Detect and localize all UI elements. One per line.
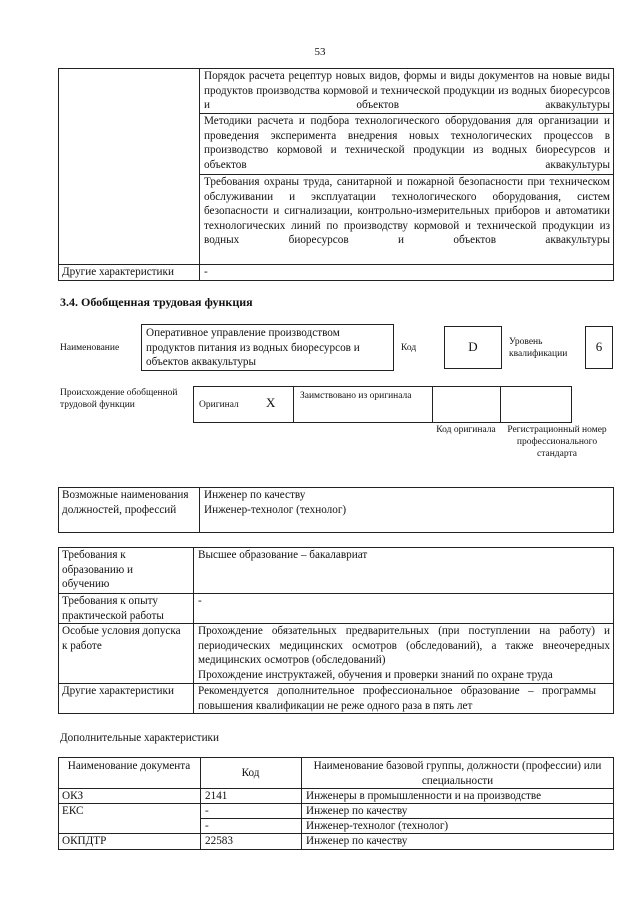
knowledge-row: Порядок расчета рецептур новых видов, формы и виды документов на новые виды продуктов производства кормовой и технической продукции из водных биоресурсов и объектов аквакультуры <box>204 70 610 112</box>
table-cell: ЕКС <box>62 805 84 817</box>
position-item: Инженер по качеству <box>204 489 306 501</box>
table-cell: Инженер по качеству <box>306 805 408 817</box>
header-document: Наименование документа <box>67 760 191 772</box>
level-value: 6 <box>595 339 603 354</box>
requirement-value: Высшее образование – бакалавриат <box>198 549 368 561</box>
reg-caption: Регистрационный номер профессионального стандарта <box>507 425 607 459</box>
borrowed-label: Заимствовано из оригинала <box>300 391 412 401</box>
requirement-value: - <box>198 595 202 607</box>
page-number: 53 <box>314 46 326 58</box>
table-cell: - <box>205 805 209 817</box>
requirement-label: Другие характеристики <box>62 685 174 697</box>
other-characteristics-label: Другие характеристики <box>62 266 174 278</box>
name-box <box>141 324 394 371</box>
other-characteristics-value: - <box>204 266 208 278</box>
original-mark: X <box>266 395 276 410</box>
code-value: D <box>468 339 478 354</box>
table-cell: Инженер-технолог (технолог) <box>306 820 449 832</box>
table-cell: 22583 <box>205 835 233 847</box>
requirement-label: Требования к образованию и обучению <box>62 549 134 591</box>
positions-label: Возможные наименования должностей, профессий <box>62 489 189 516</box>
table-cell: ОКПДТР <box>62 835 107 847</box>
level-label: Уровень квалификации <box>509 337 568 359</box>
name-label: Наименование <box>60 343 120 353</box>
table-cell: Инженер по качеству <box>306 835 408 847</box>
header-code: Код <box>241 767 260 779</box>
table-cell: ОКЗ <box>62 790 84 802</box>
origin-label: Происхождение обобщенной трудовой функции <box>60 388 178 410</box>
section-title: 3.4. Обобщенная трудовая функция <box>60 295 253 309</box>
requirement-value: Прохождение инструктажей, обучения и проверки знаний по охране труда <box>198 669 553 681</box>
table-cell: Инженеры в промышленности и на производстве <box>306 790 542 802</box>
function-name: Оперативное управление производством продуктов питания из водных биоресурсов и объектов аквакультуры <box>146 327 360 369</box>
requirement-label: Особые условия допуска к работе <box>62 625 181 652</box>
requirement-value: Прохождение обязательных предварительных (при поступлении на работу) и периодических медицинских осмотров (обследований), а также внеочередных медицинских осмотров (обследований) <box>198 625 610 667</box>
table-cell: 2141 <box>205 790 228 802</box>
knowledge-row: Требования охраны труда, санитарной и пожарной безопасности при техническом обслуживании и эксплуатации технологического оборудования, систем безопасности и сигнализации, контрольно-измерительных приборов и автоматики технологических линий по производству кормовой и технической продукции из водных биоресурсов и объектов аквакультуры <box>204 176 610 247</box>
code-box <box>444 326 502 369</box>
table-cell: - <box>205 820 209 832</box>
original-label: Оригинал <box>199 400 239 410</box>
code-caption: Код оригинала <box>436 425 496 435</box>
position-item: Инженер-технолог (технолог) <box>204 504 347 516</box>
requirement-value: Рекомендуется дополнительное профессиональное образование – программы повышения квалификации не реже одного раза в пять лет <box>198 685 596 712</box>
header-group: Наименование базовой группы, должности (профессии) или специальности <box>313 760 602 787</box>
knowledge-row: Методики расчета и подбора технологического оборудования для организации и проведения эксперимента внедрения новых технологических процессов в производство кормовой и технической продукции из водных биоресурсов и объектов аквакультуры <box>204 115 610 171</box>
code-label: Код <box>401 343 417 353</box>
requirement-label: Требования к опыту практической работы <box>62 595 164 622</box>
additional-title: Дополнительные характеристики <box>60 732 219 744</box>
level-box <box>585 326 613 369</box>
